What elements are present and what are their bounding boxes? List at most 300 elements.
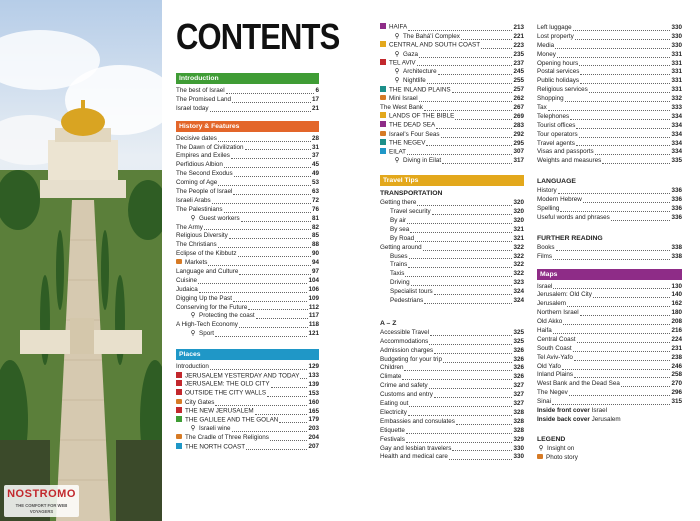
toc-entry-text: Empires and Exiles — [176, 152, 230, 160]
page-number: 330 — [671, 41, 682, 49]
toc-entry[interactable] — [380, 270, 524, 279]
page-number: 332 — [671, 95, 682, 103]
toc-entry-text: Media — [537, 41, 555, 49]
region-color-marker — [380, 148, 386, 154]
toc-entry[interactable] — [380, 157, 524, 166]
toc-entry[interactable] — [537, 372, 682, 381]
toc-entry-title — [380, 427, 405, 436]
section-heading-maps: Maps — [537, 269, 682, 280]
toc-entry[interactable] — [537, 214, 682, 223]
toc-entry[interactable] — [537, 196, 682, 205]
dot-leader — [443, 362, 513, 363]
dot-leader — [441, 137, 513, 138]
toc-entry[interactable] — [380, 122, 524, 131]
toc-entry-text: Spelling — [537, 205, 560, 213]
toc-entry-title — [380, 391, 433, 400]
toc-entry[interactable] — [537, 187, 682, 196]
toc-entry-text: Sport — [199, 330, 215, 338]
page-number: 322 — [513, 243, 524, 251]
toc-entry[interactable] — [537, 380, 682, 389]
toc-entry[interactable] — [176, 87, 319, 96]
toc-entry-text: Sinai — [537, 398, 552, 406]
dot-leader — [552, 404, 670, 405]
dot-leader — [438, 74, 513, 75]
toc-entry[interactable] — [176, 170, 319, 179]
toc-entry[interactable] — [176, 224, 319, 233]
toc-entry[interactable] — [176, 96, 319, 105]
toc-entry-text: THE INLAND PLAINS — [389, 86, 451, 94]
toc-entry-text: The Palestinians — [176, 205, 223, 213]
toc-entry[interactable] — [537, 389, 682, 398]
page-number: 322 — [513, 252, 524, 260]
toc-entry[interactable] — [176, 197, 319, 206]
page-number: 231 — [671, 344, 682, 352]
toc-entry[interactable] — [537, 205, 682, 214]
page-number: 326 — [513, 373, 524, 381]
logo-name: NOSTROMO — [7, 488, 76, 500]
toc-entry[interactable] — [537, 398, 682, 407]
toc-entry[interactable] — [380, 86, 524, 95]
toc-entry-text: The Second Exodus — [176, 170, 233, 178]
insight-icon: ⚲ — [190, 214, 196, 222]
dot-leader — [245, 149, 311, 150]
dot-leader — [204, 229, 311, 230]
dot-leader — [569, 395, 671, 396]
toc-entry-text: The Dawn of Civilization — [176, 143, 244, 151]
toc-entry[interactable] — [176, 417, 319, 426]
page-number: 267 — [513, 104, 524, 111]
toc-entry[interactable] — [380, 60, 524, 69]
toc-entry-title — [380, 364, 403, 373]
toc-entry[interactable] — [380, 199, 524, 208]
page-number: 17 — [311, 95, 319, 103]
toc-entry[interactable] — [537, 345, 682, 354]
page-number: 331 — [671, 68, 682, 76]
toc-entry-text: Old Yafo — [537, 362, 561, 370]
page-number: 336 — [671, 205, 682, 213]
toc-entry-text: Judaica — [176, 285, 198, 293]
toc-entry-title — [380, 356, 442, 365]
toc-entry[interactable] — [537, 51, 682, 60]
toc-entry-text: Markets — [185, 259, 208, 267]
insight-icon: ⚲ — [190, 312, 196, 320]
toc-entry-title — [537, 187, 557, 196]
toc-entry-text: JERUSALEM YESTERDAY AND TODAY — [185, 372, 300, 380]
toc-entry[interactable] — [380, 347, 524, 356]
toc-entry-text: Specialist tours — [390, 288, 433, 296]
toc-entry[interactable] — [380, 329, 524, 338]
region-color-marker — [380, 41, 386, 47]
toc-entry[interactable] — [176, 241, 319, 250]
toc-entry[interactable] — [380, 226, 524, 235]
toc-entry[interactable] — [537, 104, 682, 113]
page-number: 330 — [671, 23, 682, 31]
toc-entry[interactable] — [380, 279, 524, 288]
page-number: 330 — [513, 453, 524, 461]
toc-entry[interactable] — [537, 33, 682, 42]
toc-entry-text: The Negev — [537, 389, 568, 397]
toc-entry-title — [189, 425, 231, 434]
toc-entry[interactable] — [380, 436, 524, 445]
dot-leader — [233, 301, 307, 302]
toc-entry-text: Israeli Arabs — [176, 196, 211, 204]
toc-entry[interactable] — [380, 297, 524, 306]
toc-entry[interactable] — [176, 321, 319, 330]
toc-entry-text: Accessible Travel — [380, 328, 429, 336]
toc-entry-title — [176, 152, 230, 161]
toc-entry[interactable] — [537, 244, 682, 253]
page-number: 322 — [513, 261, 524, 269]
toc-entry-text: THE GALILEE AND THE GOLAN — [185, 416, 279, 424]
toc-entry-text: By sea — [390, 225, 410, 233]
legend-heading: LEGEND — [537, 435, 566, 443]
toc-entry[interactable] — [176, 330, 319, 339]
toc-entry[interactable] — [380, 400, 524, 409]
page-number: 327 — [513, 382, 524, 390]
toc-entry[interactable] — [176, 268, 319, 277]
page-number: 328 — [513, 408, 524, 416]
toc-entry-title — [176, 170, 233, 179]
toc-entry-text: South Coast — [537, 344, 572, 352]
dot-leader — [229, 238, 311, 239]
page-number: 221 — [513, 32, 524, 40]
toc-entry-text: Public holidays — [537, 77, 580, 85]
dot-leader — [212, 203, 311, 204]
page-number: 81 — [311, 214, 319, 222]
toc-entry-text: The Army — [176, 223, 203, 231]
toc-entry[interactable] — [537, 113, 682, 122]
page-number: 121 — [308, 330, 319, 338]
toc-entry[interactable] — [380, 288, 524, 297]
toc-entry-title — [380, 244, 422, 253]
toc-entry[interactable] — [176, 215, 319, 224]
page-number: 307 — [513, 148, 524, 156]
toc-entry[interactable] — [537, 363, 682, 372]
photo-story-icon — [537, 454, 543, 459]
page-number: 315 — [671, 398, 682, 406]
toc-entry[interactable] — [176, 425, 319, 434]
page-number: 331 — [671, 86, 682, 94]
page-number: 213 — [513, 23, 524, 31]
dot-leader — [567, 306, 670, 307]
toc-entry[interactable] — [380, 244, 524, 253]
toc-entry[interactable] — [380, 261, 524, 270]
toc-entry-text: THE NEW JERUSALEM — [185, 407, 254, 415]
dot-leader — [426, 145, 512, 146]
toc-entry[interactable] — [380, 24, 524, 33]
toc-entry[interactable] — [537, 253, 682, 262]
page-number: 49 — [311, 170, 319, 178]
cover-photo — [0, 0, 162, 521]
dot-leader — [573, 30, 671, 31]
dot-leader — [580, 83, 670, 84]
insight-icon: ⚲ — [394, 32, 400, 40]
inside-back-cover-value: Jerusalem — [591, 415, 621, 423]
page-number: 133 — [308, 372, 319, 380]
toc-entry-title — [176, 197, 211, 206]
page-number: 208 — [671, 318, 682, 326]
toc-entry[interactable] — [176, 295, 319, 304]
toc-entry[interactable] — [537, 300, 682, 309]
toc-entry-title — [176, 443, 245, 452]
region-color-marker — [176, 372, 182, 378]
toc-entry[interactable] — [380, 235, 524, 244]
toc-entry-title — [537, 244, 555, 253]
page-number: 262 — [513, 95, 524, 103]
dot-leader — [553, 259, 670, 260]
toc-entry[interactable] — [537, 157, 682, 166]
toc-entry[interactable] — [537, 42, 682, 51]
toc-entry-text: HAIFA — [389, 23, 408, 31]
region-color-marker — [380, 139, 386, 145]
toc-entry-text: Getting around — [380, 243, 422, 251]
dot-leader — [417, 205, 512, 206]
toc-entry[interactable] — [380, 445, 524, 454]
toc-entry-title — [176, 96, 231, 105]
page-number: 160 — [308, 398, 319, 406]
toc-entry[interactable] — [380, 217, 524, 226]
toc-entry[interactable] — [537, 148, 682, 157]
page-number: 245 — [513, 68, 524, 76]
toc-entry-title — [176, 188, 232, 197]
toc-entry-title — [537, 131, 578, 140]
toc-entry-text: Health and medical care — [380, 453, 448, 461]
insight-icon: ⚲ — [394, 50, 400, 58]
inside-front-cover-label: Inside front cover — [537, 407, 590, 415]
toc-entry-text: Getting there — [380, 199, 417, 207]
page-number: 153 — [308, 389, 319, 397]
toc-entry[interactable] — [537, 283, 682, 292]
toc-entry-title — [537, 371, 573, 380]
photo-story-icon — [176, 399, 182, 404]
page-title: CONTENTS — [176, 16, 340, 57]
toc-entry[interactable] — [176, 206, 319, 215]
toc-entry[interactable] — [176, 152, 319, 161]
toc-entry[interactable] — [176, 105, 319, 114]
toc-entry-title — [537, 24, 572, 33]
toc-entry[interactable] — [537, 327, 682, 336]
toc-entry[interactable] — [176, 232, 319, 241]
dot-leader — [248, 309, 307, 310]
toc-entry-text: Conserving for the Future — [176, 303, 248, 311]
page-number: 334 — [671, 148, 682, 156]
page-number: 328 — [513, 417, 524, 425]
dot-leader — [218, 141, 311, 142]
dot-leader — [434, 294, 513, 295]
toc-entry-text: Nightlife — [403, 77, 426, 85]
toc-entry-text: Eclipse of the Kibbutz — [176, 250, 237, 258]
dot-leader — [573, 351, 671, 352]
toc-entry-title — [380, 95, 418, 104]
dot-leader — [256, 318, 308, 319]
toc-entry[interactable] — [537, 122, 682, 131]
toc-entry[interactable] — [380, 427, 524, 436]
toc-entry-title — [537, 51, 556, 60]
toc-entry[interactable] — [380, 365, 524, 374]
insight-icon: ⚲ — [394, 77, 400, 85]
toc-entry[interactable] — [537, 68, 682, 77]
page-number: 325 — [513, 337, 524, 345]
section-heading-travel-tips: Travel Tips — [380, 175, 524, 186]
toc-entry-text: EILAT — [389, 148, 407, 156]
toc-entry[interactable] — [537, 291, 682, 300]
page-number: 85 — [311, 232, 319, 240]
toc-entry-title — [380, 445, 451, 454]
page-number: 331 — [671, 50, 682, 58]
dot-leader — [452, 92, 513, 93]
toc-entry-text: Lost property — [537, 32, 574, 40]
page-number: 53 — [311, 179, 319, 187]
dot-leader — [434, 353, 512, 354]
dot-leader — [579, 137, 671, 138]
toc-entry[interactable] — [176, 259, 319, 268]
dot-leader — [300, 378, 307, 379]
toc-entry-text: Inland Plains — [537, 371, 574, 379]
page-number: 324 — [513, 288, 524, 296]
toc-entry[interactable] — [537, 86, 682, 95]
toc-entry[interactable] — [380, 418, 524, 427]
page-number: 338 — [671, 243, 682, 251]
dot-leader — [580, 315, 671, 316]
toc-entry[interactable] — [380, 95, 524, 104]
further-reading-list — [537, 244, 682, 262]
toc-entry-text: Telephones — [537, 112, 570, 120]
page-number: 76 — [311, 205, 319, 213]
toc-entry[interactable] — [176, 144, 319, 153]
dot-leader — [234, 176, 311, 177]
toc-entry-title — [176, 259, 207, 268]
inside-front-cover — [537, 407, 682, 416]
insight-icon: ⚲ — [190, 330, 196, 338]
toc-entry-text: Northern Israel — [537, 309, 579, 317]
toc-entry[interactable] — [380, 409, 524, 418]
photo-story-icon — [380, 95, 386, 100]
toc-entry[interactable] — [176, 277, 319, 286]
page-number: 331 — [671, 59, 682, 67]
toc-entry-text: Modern Hebrew — [537, 196, 582, 204]
toc-entry[interactable] — [176, 286, 319, 295]
toc-entry[interactable] — [176, 250, 319, 259]
toc-entry[interactable] — [380, 42, 524, 51]
toc-entry-title — [390, 235, 414, 244]
toc-entry-title — [380, 121, 435, 130]
places-continued-list — [380, 24, 524, 166]
toc-entry[interactable] — [380, 208, 524, 217]
toc-entry[interactable] — [176, 179, 319, 188]
toc-entry-text: City Gates — [185, 398, 215, 406]
toc-entry[interactable] — [380, 356, 524, 365]
toc-entry[interactable] — [537, 24, 682, 33]
toc-entry-text: Digging Up the Past — [176, 294, 233, 302]
toc-entry[interactable] — [537, 318, 682, 327]
dot-leader — [424, 110, 513, 111]
toc-entry[interactable] — [537, 336, 682, 345]
toc-entry-title — [380, 329, 429, 338]
further-reading-heading: FURTHER READING — [537, 234, 603, 242]
dot-leader — [410, 232, 512, 233]
toc-entry-title — [537, 354, 573, 363]
toc-entry-title — [176, 144, 244, 153]
toc-entry[interactable] — [537, 309, 682, 318]
dot-leader — [409, 406, 512, 407]
toc-entry-title — [537, 291, 592, 300]
toc-entry[interactable] — [537, 77, 682, 86]
page-number: 258 — [671, 371, 682, 379]
toc-entry-title — [393, 157, 441, 166]
toc-entry[interactable] — [380, 453, 524, 462]
page-number: 328 — [513, 426, 524, 434]
toc-entry-text: Coming of Age — [176, 179, 218, 187]
toc-entry-text: Gay and lesbian travelers — [380, 444, 452, 452]
dot-leader — [575, 39, 671, 40]
toc-entry[interactable] — [537, 60, 682, 69]
toc-entry-text: West Bank and the Dead Sea — [537, 380, 620, 388]
page-number: 333 — [671, 104, 682, 111]
page-number: 90 — [311, 250, 319, 258]
dot-leader — [210, 111, 311, 112]
toc-entry-title — [537, 398, 551, 407]
toc-entry[interactable] — [537, 131, 682, 140]
toc-entry[interactable] — [176, 390, 319, 399]
toc-entry-title — [537, 95, 564, 104]
toc-entry-text: Eating out — [380, 400, 409, 408]
toc-entry-text: Architecture — [403, 68, 437, 76]
dot-leader — [595, 154, 671, 155]
dot-leader — [574, 377, 670, 378]
page-number: 330 — [671, 32, 682, 40]
toc-entry-title — [176, 286, 198, 295]
temple-illustration — [0, 0, 162, 521]
toc-entry-title — [390, 261, 407, 270]
toc-entry-title — [176, 105, 209, 114]
toc-entry[interactable] — [176, 188, 319, 197]
toc-entry-title — [176, 250, 237, 259]
toc-entry[interactable] — [380, 253, 524, 262]
toc-entry[interactable] — [380, 382, 524, 391]
toc-entry-text: Customs and entry — [380, 391, 433, 399]
toc-entry-title — [390, 208, 431, 217]
toc-entry[interactable] — [176, 135, 319, 144]
page-number: 327 — [513, 391, 524, 399]
toc-entry[interactable] — [380, 68, 524, 77]
toc-entry-title — [380, 41, 480, 50]
toc-entry[interactable] — [176, 312, 319, 321]
dot-leader — [218, 185, 311, 186]
page-number: 31 — [311, 143, 319, 151]
toc-entry[interactable] — [380, 338, 524, 347]
dot-leader — [407, 154, 512, 155]
toc-entry[interactable] — [380, 391, 524, 400]
page-number: 223 — [513, 41, 524, 49]
dot-leader — [241, 221, 311, 222]
toc-entry-text: Festivals — [380, 435, 405, 443]
page-number: 335 — [671, 157, 682, 165]
toc-entry[interactable] — [380, 148, 524, 157]
toc-entry[interactable] — [537, 95, 682, 104]
toc-entry-title — [537, 140, 575, 149]
toc-entry[interactable] — [176, 161, 319, 170]
dot-leader — [580, 74, 670, 75]
toc-entry[interactable] — [380, 373, 524, 382]
dot-leader — [481, 48, 512, 49]
toc-entry-title — [537, 113, 569, 122]
toc-entry[interactable] — [176, 443, 319, 452]
toc-entry[interactable] — [537, 354, 682, 363]
dot-leader — [436, 128, 512, 129]
a-z-list — [380, 329, 524, 462]
toc-entry[interactable] — [537, 140, 682, 149]
toc-entry-text: Useful words and phrases — [537, 213, 610, 221]
